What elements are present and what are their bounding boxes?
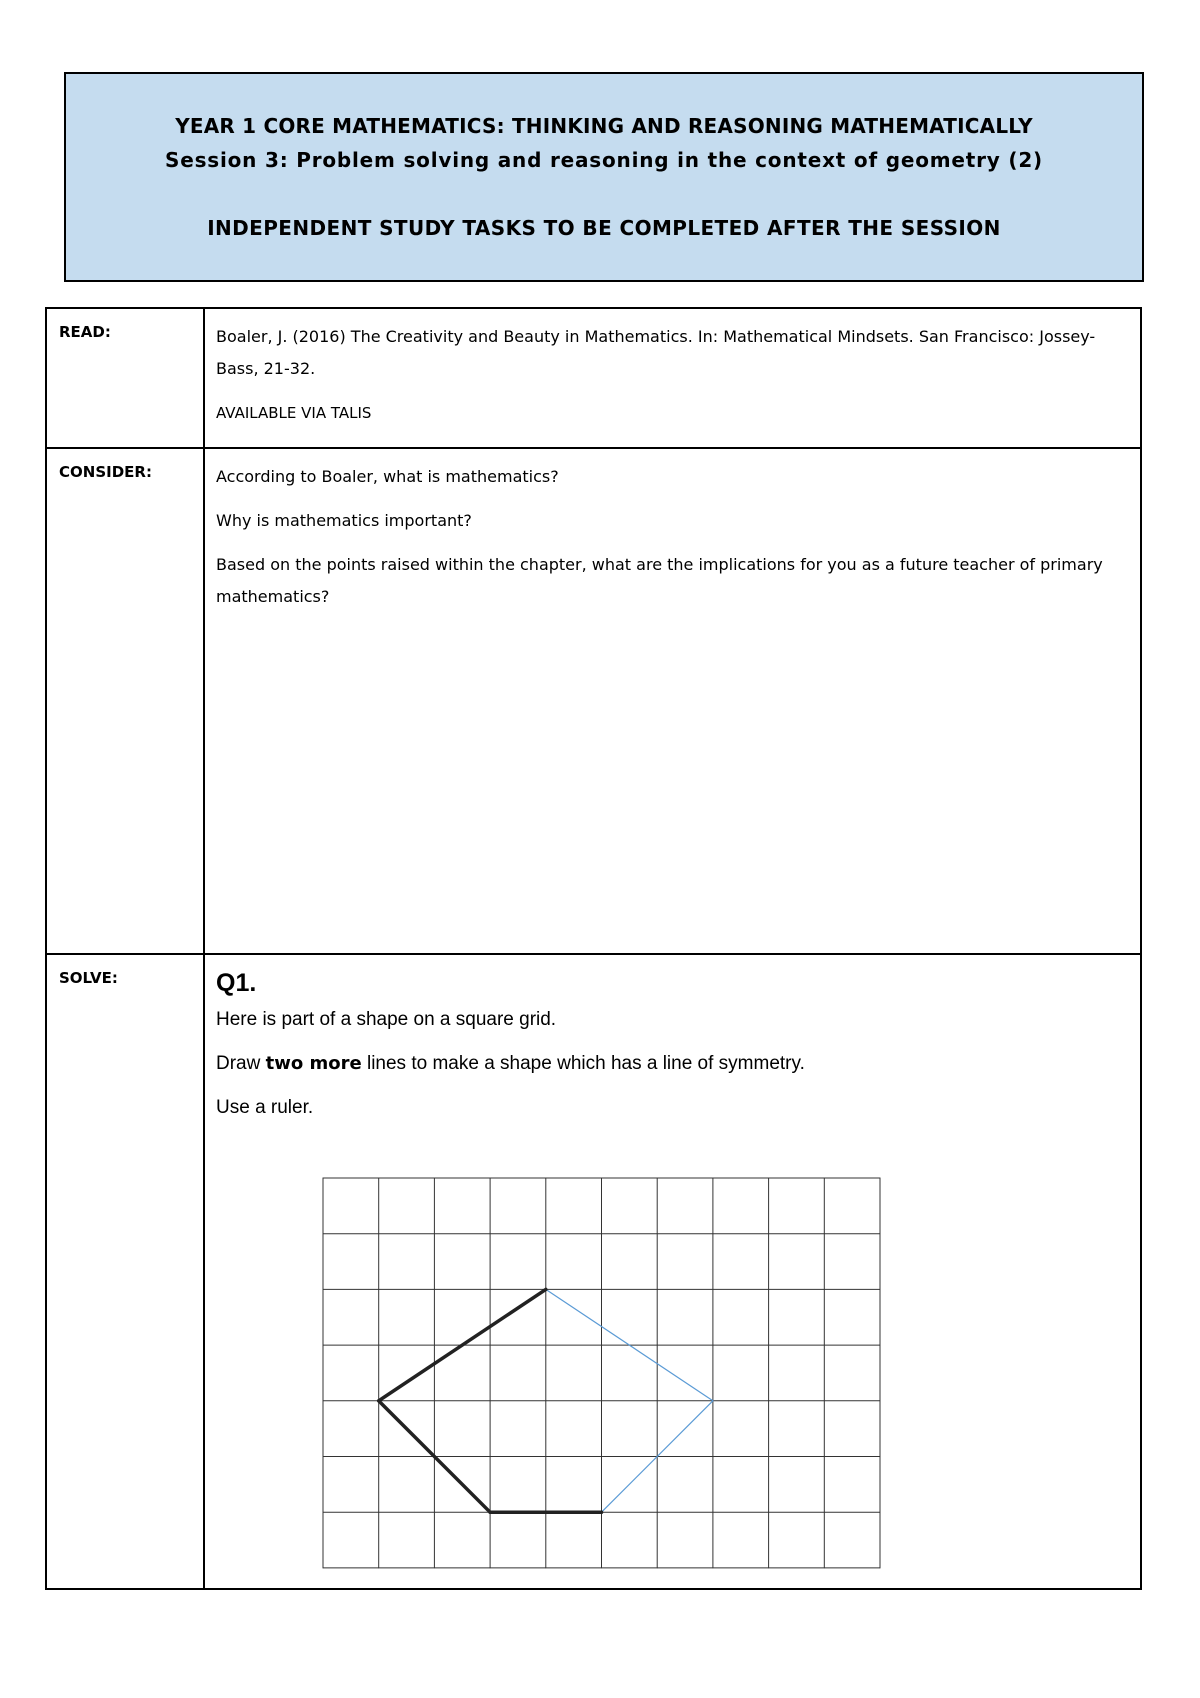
question-title: Q1. xyxy=(216,969,257,997)
header-banner xyxy=(64,72,1144,282)
question-line-3: Use a ruler. xyxy=(216,1097,314,1118)
square-grid xyxy=(322,1177,882,1572)
consider-question-1: According to Boaler, what is mathematics? xyxy=(216,467,559,486)
tasks-heading: INDEPENDENT STUDY TASKS TO BE COMPLETED AFTER THE SESSION xyxy=(207,216,1001,240)
consider-row xyxy=(46,448,1141,954)
question-line-2 xyxy=(216,1048,1130,1080)
read-row xyxy=(46,308,1141,448)
read-label: READ: xyxy=(46,308,204,448)
read-reference: Boaler, J. (2016) The Creativity and Beauty in Mathematics. In: Mathematical Mindsets. San Francisco: Jossey-Bass, 21-32. xyxy=(216,327,1096,378)
consider-question-3: Based on the points raised within the chapter, what are the implications for you as a future teacher of primary mathematics? xyxy=(216,555,1103,606)
question-line-2-start: Draw xyxy=(216,1053,266,1074)
consider-content xyxy=(204,448,1141,954)
question-line-2-emphasis: two more xyxy=(265,1053,362,1074)
session-title: Session 3: Problem solving and reasoning in the context of geometry (2) xyxy=(165,148,1043,172)
consider-question-2: Why is mathematics important? xyxy=(216,511,472,530)
question-line-2-end: lines to make a shape which has a line of symmetry. xyxy=(361,1053,805,1074)
course-title: YEAR 1 CORE MATHEMATICS: THINKING AND REASONING MATHEMATICALLY xyxy=(175,114,1033,138)
read-content xyxy=(204,308,1141,448)
solve-label: SOLVE: xyxy=(46,954,204,1589)
consider-label: CONSIDER: xyxy=(46,448,204,954)
question-line-1: Here is part of a shape on a square grid. xyxy=(216,1009,557,1030)
square-grid-figure xyxy=(322,1177,882,1576)
read-availability: AVAILABLE VIA TALIS xyxy=(216,404,372,422)
